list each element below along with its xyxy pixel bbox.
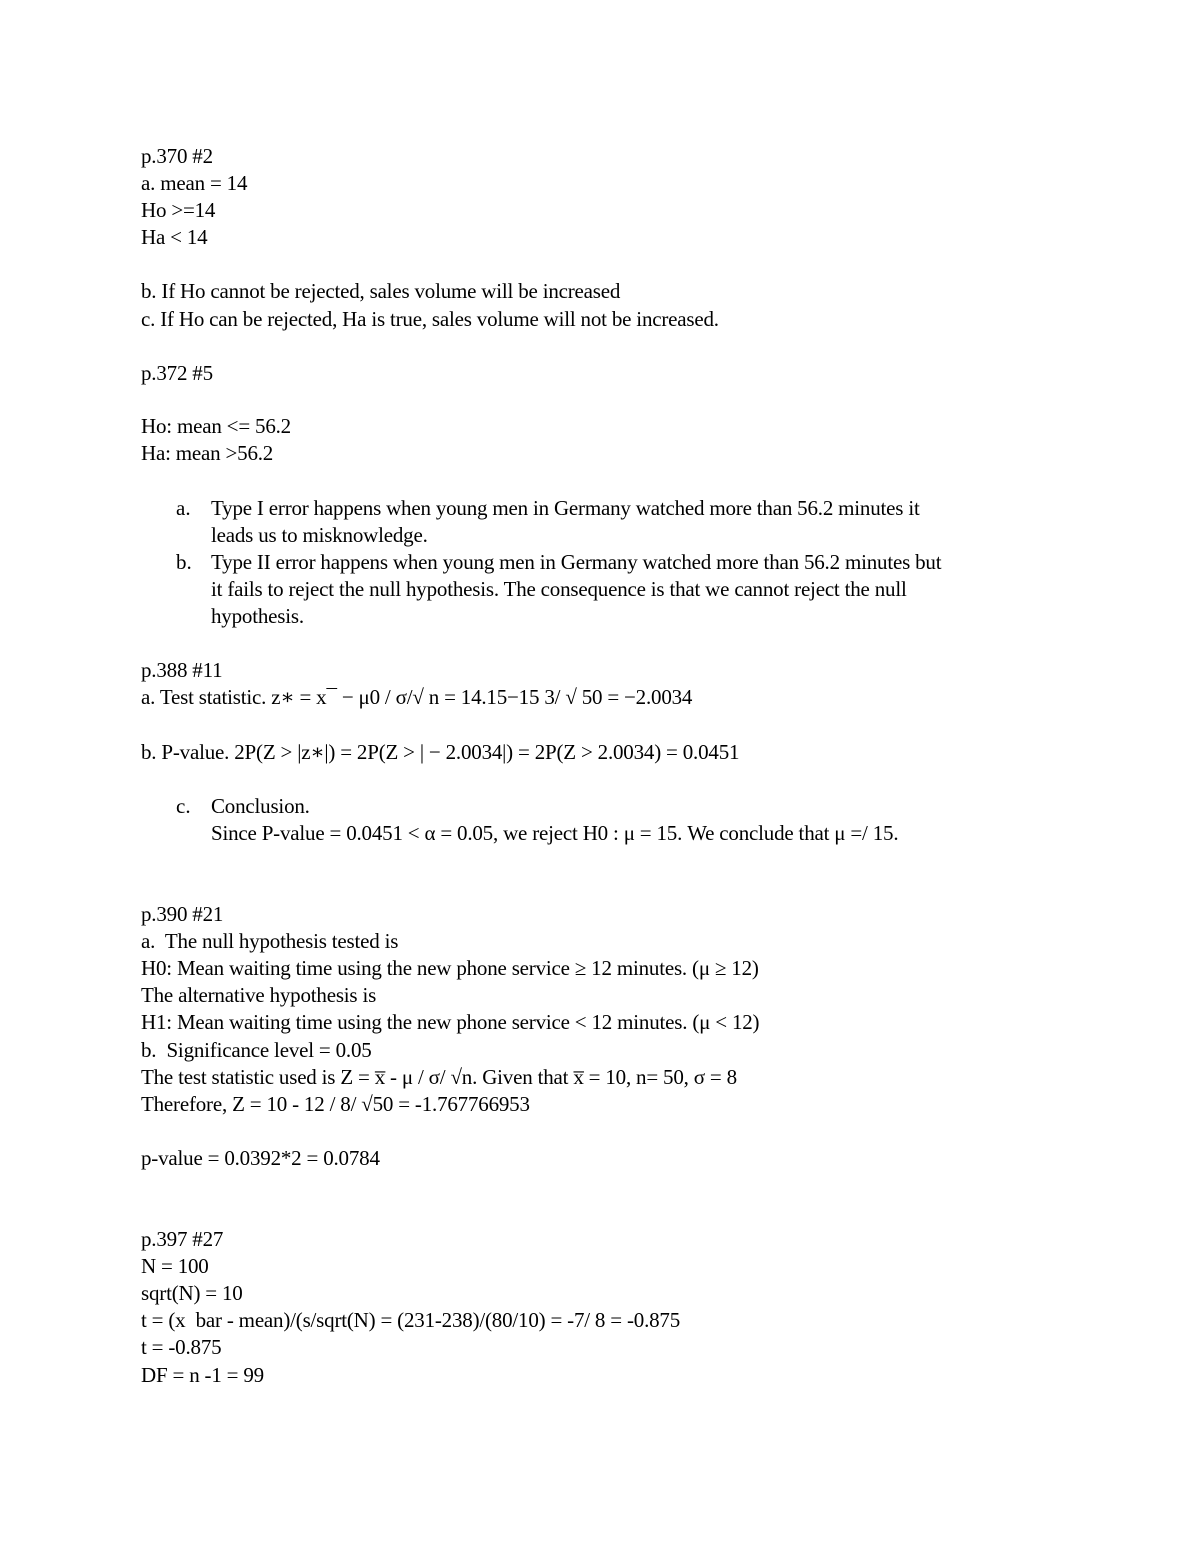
section-heading: p.390 #21 <box>141 902 224 926</box>
list-item-label: a. <box>176 496 191 520</box>
list-item-text: Type I error happens when young men in Germany watched more than 56.2 minutes it <box>211 496 920 520</box>
text-line: a. The null hypothesis tested is <box>141 929 399 953</box>
text-line: N = 100 <box>141 1254 209 1278</box>
text-line: sqrt(N) = 10 <box>141 1281 243 1305</box>
list-item-text: Type II error happens when young men in Germany watched more than 56.2 minutes but <box>211 550 942 574</box>
list-item-label: b. <box>176 550 192 574</box>
list-item-text: it fails to reject the null hypothesis. The consequence is that we cannot reject the null <box>211 577 907 601</box>
text-line: H1: Mean waiting time using the new phone service < 12 minutes. (μ < 12) <box>141 1010 760 1034</box>
text-line: Ha: mean >56.2 <box>141 441 274 465</box>
text-line: b. Significance level = 0.05 <box>141 1038 372 1062</box>
list-item-text: hypothesis. <box>211 604 304 628</box>
section-heading: p.397 #27 <box>141 1227 224 1251</box>
text-line: Ha < 14 <box>141 225 208 249</box>
text-line: b. If Ho cannot be rejected, sales volume will be increased <box>141 279 621 303</box>
text-line: Ho: mean <= 56.2 <box>141 414 291 438</box>
text-line: c. If Ho can be rejected, Ha is true, sales volume will not be increased. <box>141 307 719 331</box>
text-line: DF = n -1 = 99 <box>141 1363 264 1387</box>
list-item-text: Conclusion. <box>211 794 310 818</box>
text-line: t = -0.875 <box>141 1335 222 1359</box>
text-line: a. Test statistic. z∗ = x¯ − μ0 / σ/√ n = 14.15−15 3/ √ 50 = −2.0034 <box>141 685 693 709</box>
section-heading: p.370 #2 <box>141 144 213 168</box>
list-item-label: c. <box>176 794 191 818</box>
text-line: H0: Mean waiting time using the new phone service ≥ 12 minutes. (μ ≥ 12) <box>141 956 759 980</box>
text-line: b. P-value. 2P(Z > |z∗|) = 2P(Z > | − 2.0034|) = 2P(Z > 2.0034) = 0.0451 <box>141 740 740 764</box>
section-heading: p.388 #11 <box>141 658 223 682</box>
section-heading: p.372 #5 <box>141 361 213 385</box>
text-line: The test statistic used is Z = x̅ - μ / σ/ √n. Given that x̅ = 10, n= 50, σ = 8 <box>141 1065 737 1089</box>
text-line: Ho >=14 <box>141 198 216 222</box>
list-item-text: Since P-value = 0.0451 < α = 0.05, we reject H0 : μ = 15. We conclude that μ =/ 15. <box>211 821 899 845</box>
text-line: Therefore, Z = 10 - 12 / 8/ √50 = -1.767766953 <box>141 1092 530 1116</box>
list-item-text: leads us to misknowledge. <box>211 523 428 547</box>
text-line: The alternative hypothesis is <box>141 983 377 1007</box>
text-line: a. mean = 14 <box>141 171 248 195</box>
text-line: t = (x bar - mean)/(s/sqrt(N) = (231-238)/(80/10) = -7/ 8 = -0.875 <box>141 1308 681 1332</box>
text-line: p-value = 0.0392*2 = 0.0784 <box>141 1146 380 1170</box>
